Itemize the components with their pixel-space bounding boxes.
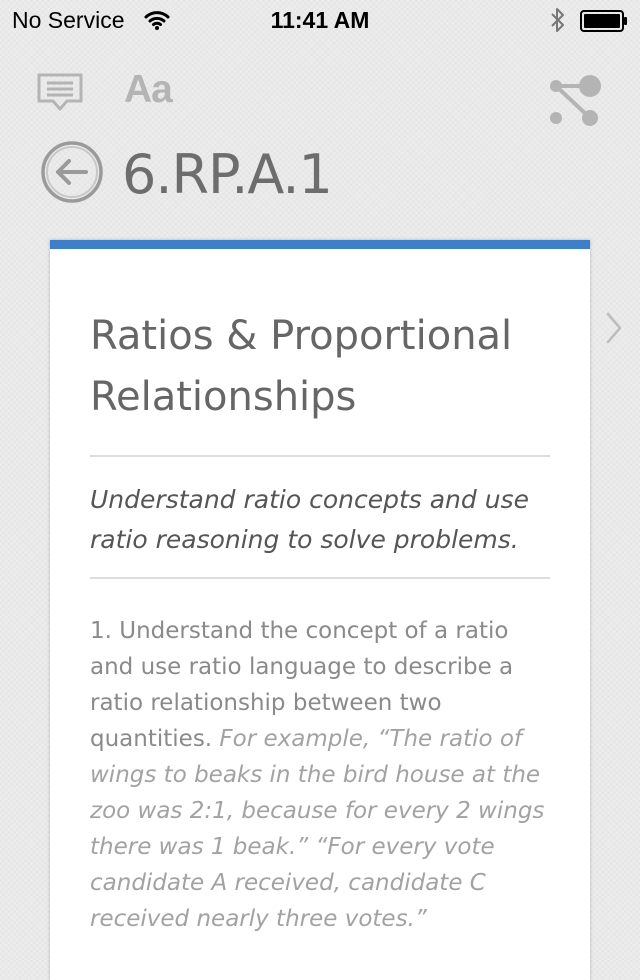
card-body — [90, 613, 550, 937]
back-arrow-icon — [40, 191, 104, 208]
status-time: 11:41 AM — [270, 7, 370, 33]
card-body-example: For example, “The ratio of wings to beaks in the bird house at the zoo was 2:1, because for every 2 wings there was 1 beak.” “For every vote candidate A received, candidate C received nearly three votes.” — [90, 726, 545, 932]
card-body-text: 1. Understand the concept of a ratio and use ratio language to describe a ratio relationship between two quantities. — [90, 618, 514, 752]
next-button[interactable] — [604, 310, 624, 351]
divider — [90, 455, 550, 457]
back-button[interactable] — [40, 140, 104, 209]
share-icon[interactable] — [546, 72, 602, 133]
chevron-right-icon — [604, 333, 624, 350]
card-title: Ratios & Proportional Relationships — [90, 313, 513, 420]
divider — [90, 577, 550, 579]
status-bar — [0, 0, 640, 40]
battery-icon — [580, 10, 630, 37]
carrier-label: No Service — [12, 7, 125, 33]
font-size-button[interactable]: Aa — [124, 68, 172, 111]
card-subtitle: Understand ratio concepts and use ratio reasoning to solve problems. — [90, 485, 529, 554]
standard-card — [50, 240, 590, 980]
bluetooth-icon — [550, 6, 566, 39]
comment-icon[interactable] — [36, 72, 84, 117]
page-title: 6.RP.A.1 — [122, 143, 332, 206]
